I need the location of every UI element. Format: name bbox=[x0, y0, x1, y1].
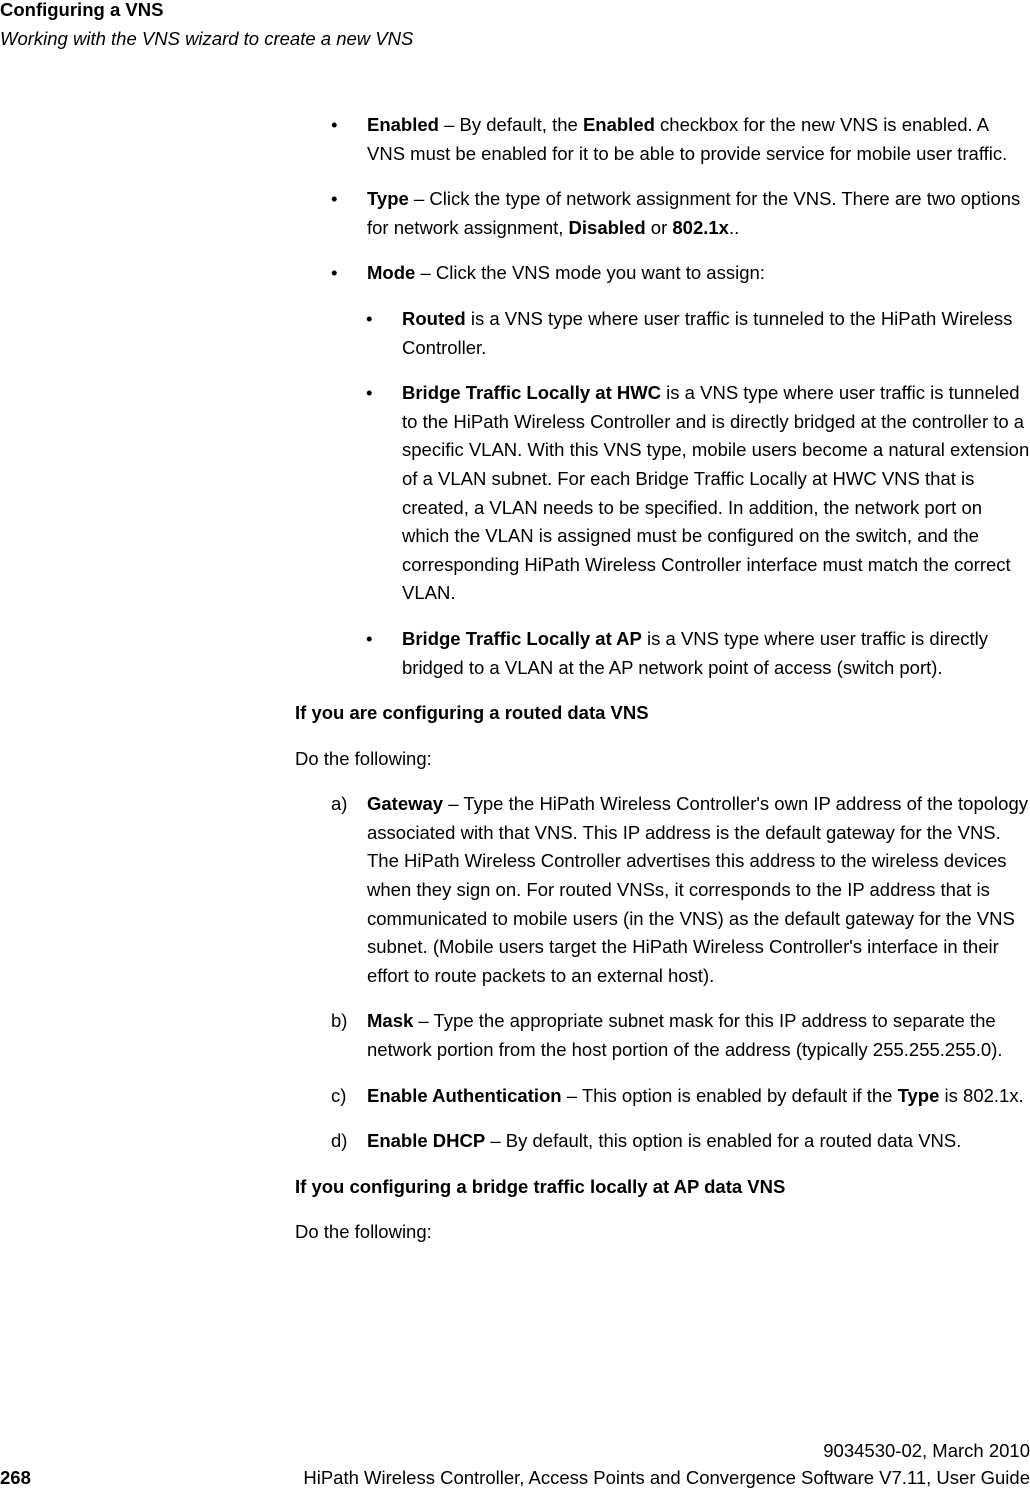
term-enable-authentication: Enable Authentication bbox=[367, 1084, 562, 1106]
step-enable-dhcp bbox=[295, 1127, 1030, 1156]
step-mask bbox=[295, 1007, 1030, 1064]
bullet-marker: • bbox=[366, 627, 373, 649]
term-bridge-ap: Bridge Traffic Locally at AP bbox=[402, 627, 642, 649]
text: – Type the HiPath Wireless Controller's own IP address of the topology associated with that VNS. This IP address is the default gateway for the VNS. The HiPath Wireless Controller advertises this address to the wireless devices when they sign on. For routed VNSs, it corresponds to the IP address that is communicated to mobile users (in the VNS) as the default gateway for the VNS subnet. (Mobile users target the HiPath Wireless Controller's interface in their effort to route packets to an external host). bbox=[367, 793, 1028, 986]
term-mode: Mode bbox=[367, 262, 416, 284]
footer-doc-id: 9034530-02, March 2010 bbox=[823, 1440, 1030, 1461]
text: is a VNS type where user traffic is tunneled to the HiPath Wireless Controller and is directly bridged at the controller to a specific VLAN. With this VNS type, mobile users become a natural extension of a VLAN subnet. For each Bridge Traffic Locally at HWC VNS that is created, a VLAN needs to be specified. In addition, the network port on which the VLAN is assigned must be configured on the switch, and the corresponding HiPath Wireless Controller interface must match the correct VLAN. bbox=[402, 382, 1030, 604]
text: – This option is enabled by default if the bbox=[561, 1084, 898, 1106]
step-enable-authentication bbox=[295, 1082, 1030, 1111]
text: checkbox for the new VNS is enabled. A VNS must be enabled for it to be able to provide service for mobile user traffic. bbox=[367, 114, 1008, 164]
bullet-marker: • bbox=[331, 114, 338, 135]
sub-bullet-bridge-ap bbox=[295, 625, 1030, 682]
main-content bbox=[295, 111, 1030, 1264]
term-bridge-hwc: Bridge Traffic Locally at HWC bbox=[402, 382, 662, 404]
term-mask: Mask bbox=[367, 1010, 414, 1032]
step-marker: d) bbox=[331, 1130, 348, 1152]
text: is a VNS type where user traffic is directly bridged to a VLAN at the AP network point of access (switch port). bbox=[402, 627, 989, 678]
term-enable-dhcp: Enable DHCP bbox=[367, 1130, 486, 1152]
step-gateway bbox=[295, 790, 1030, 990]
bullet-marker: • bbox=[331, 262, 338, 284]
routed-vns-heading: If you are configuring a routed data VNS bbox=[295, 702, 649, 724]
step-marker: b) bbox=[331, 1010, 348, 1032]
term-disabled: Disabled bbox=[568, 216, 646, 238]
term-gateway: Gateway bbox=[367, 793, 444, 815]
text: – Click the type of network assignment for the VNS. There are two options for network assignment, bbox=[367, 188, 1021, 238]
text: is a VNS type where user traffic is tunneled to the HiPath Wireless Controller. bbox=[402, 307, 1013, 358]
bullet-marker: • bbox=[366, 307, 373, 329]
section-subtitle: Working with the VNS wizard to create a new VNS bbox=[0, 28, 414, 49]
bullet-marker: • bbox=[331, 188, 338, 210]
step-marker: a) bbox=[331, 793, 348, 815]
term-enabled-checkbox: Enabled bbox=[582, 114, 655, 135]
step-marker: c) bbox=[331, 1084, 347, 1106]
bridge-ap-vns-heading: If you configuring a bridge traffic locally at AP data VNS bbox=[295, 1175, 786, 1197]
sub-bullet-bridge-hwc bbox=[295, 379, 1030, 608]
bullet-type bbox=[295, 185, 1030, 242]
text: – By default, this option is enabled for a routed data VNS. bbox=[485, 1130, 962, 1152]
text: is 802.1x. bbox=[939, 1084, 1024, 1106]
term-routed: Routed bbox=[402, 307, 466, 329]
bullet-marker: • bbox=[366, 382, 373, 404]
page-number: 268 bbox=[0, 1467, 31, 1488]
bridge-ap-vns-intro: Do the following: bbox=[295, 1221, 432, 1243]
text: or bbox=[645, 216, 673, 238]
text: – Type the appropriate subnet mask for this IP address to separate the network portion from the host portion of the address (typically 255.255.255.0). bbox=[367, 1010, 1003, 1061]
bullet-enabled bbox=[295, 111, 1030, 168]
text: – Click the VNS mode you want to assign: bbox=[415, 262, 765, 284]
sub-bullet-routed bbox=[295, 305, 1030, 362]
term-enabled: Enabled bbox=[367, 114, 439, 135]
term-type-ref: Type bbox=[897, 1084, 940, 1106]
routed-vns-intro: Do the following: bbox=[295, 747, 432, 769]
chapter-title: Configuring a VNS bbox=[0, 0, 164, 20]
term-802-1x: 802.1x bbox=[672, 216, 729, 238]
text: – By default, the bbox=[438, 114, 583, 135]
bullet-mode bbox=[295, 259, 1030, 288]
footer-guide-title: HiPath Wireless Controller, Access Points and Convergence Software V7.11, User Guide bbox=[303, 1467, 1030, 1488]
text: .. bbox=[728, 216, 740, 238]
term-type: Type bbox=[367, 188, 409, 210]
